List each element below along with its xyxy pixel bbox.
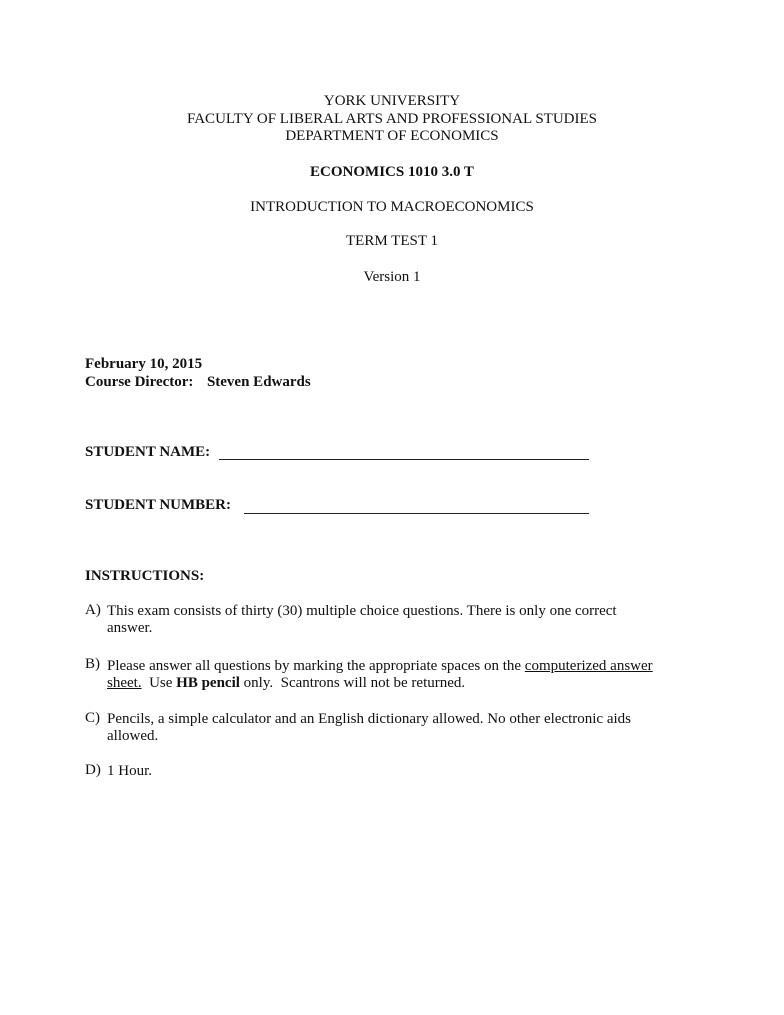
instruction-a-label: A): [85, 602, 101, 618]
faculty-name: FACULTY OF LIBERAL ARTS AND PROFESSIONAL STUDIES: [187, 111, 597, 127]
instruction-d-label: D): [85, 762, 101, 778]
instruction-b-line2-post: only. Scantrons will not be returned.: [239, 675, 466, 691]
director-name: Steven Edwards: [206, 374, 311, 390]
answer-sheet-text: sheet.: [107, 675, 142, 691]
student-name-line[interactable]: [219, 459, 589, 460]
course-title: INTRODUCTION TO MACROECONOMICS: [250, 199, 534, 215]
instruction-a-line2: answer.: [107, 620, 153, 636]
instruction-b-line2: [107, 675, 465, 692]
university-name: YORK UNIVERSITY: [323, 93, 461, 109]
instructions-heading: INSTRUCTIONS:: [85, 568, 205, 584]
student-number-line[interactable]: [244, 513, 589, 514]
exam-date: February 10, 2015: [85, 356, 203, 372]
instruction-d-line1: 1 Hour.: [107, 763, 152, 779]
hb-pencil-text: HB pencil: [176, 675, 240, 691]
test-name: TERM TEST 1: [346, 233, 438, 249]
department-name: DEPARTMENT OF ECONOMICS: [285, 128, 499, 144]
instruction-b-line1-text: Please answer all questions by marking the appropriate spaces on the: [107, 658, 525, 674]
instruction-c-label: C): [85, 710, 100, 726]
course-director: [85, 374, 311, 391]
instruction-b-label: B): [85, 656, 100, 672]
computerized-answer-sheet-text: computerized answer: [524, 658, 653, 674]
version-label: Version 1: [363, 269, 421, 285]
director-label: Course Director:: [85, 374, 194, 390]
instruction-b-line1: [107, 658, 653, 675]
course-code: ECONOMICS 1010 3.0 T: [310, 164, 474, 180]
instruction-c-line2: allowed.: [107, 728, 159, 744]
student-number-label: STUDENT NUMBER:: [85, 497, 231, 513]
instruction-c-line1: Pencils, a simple calculator and an English dictionary allowed. No other electronic aids: [107, 711, 632, 727]
instruction-b-line2-pre: Use: [141, 675, 177, 691]
student-name-label: STUDENT NAME:: [85, 444, 211, 460]
instruction-a-line1: This exam consists of thirty (30) multiple choice questions. There is only one correct: [107, 603, 617, 619]
